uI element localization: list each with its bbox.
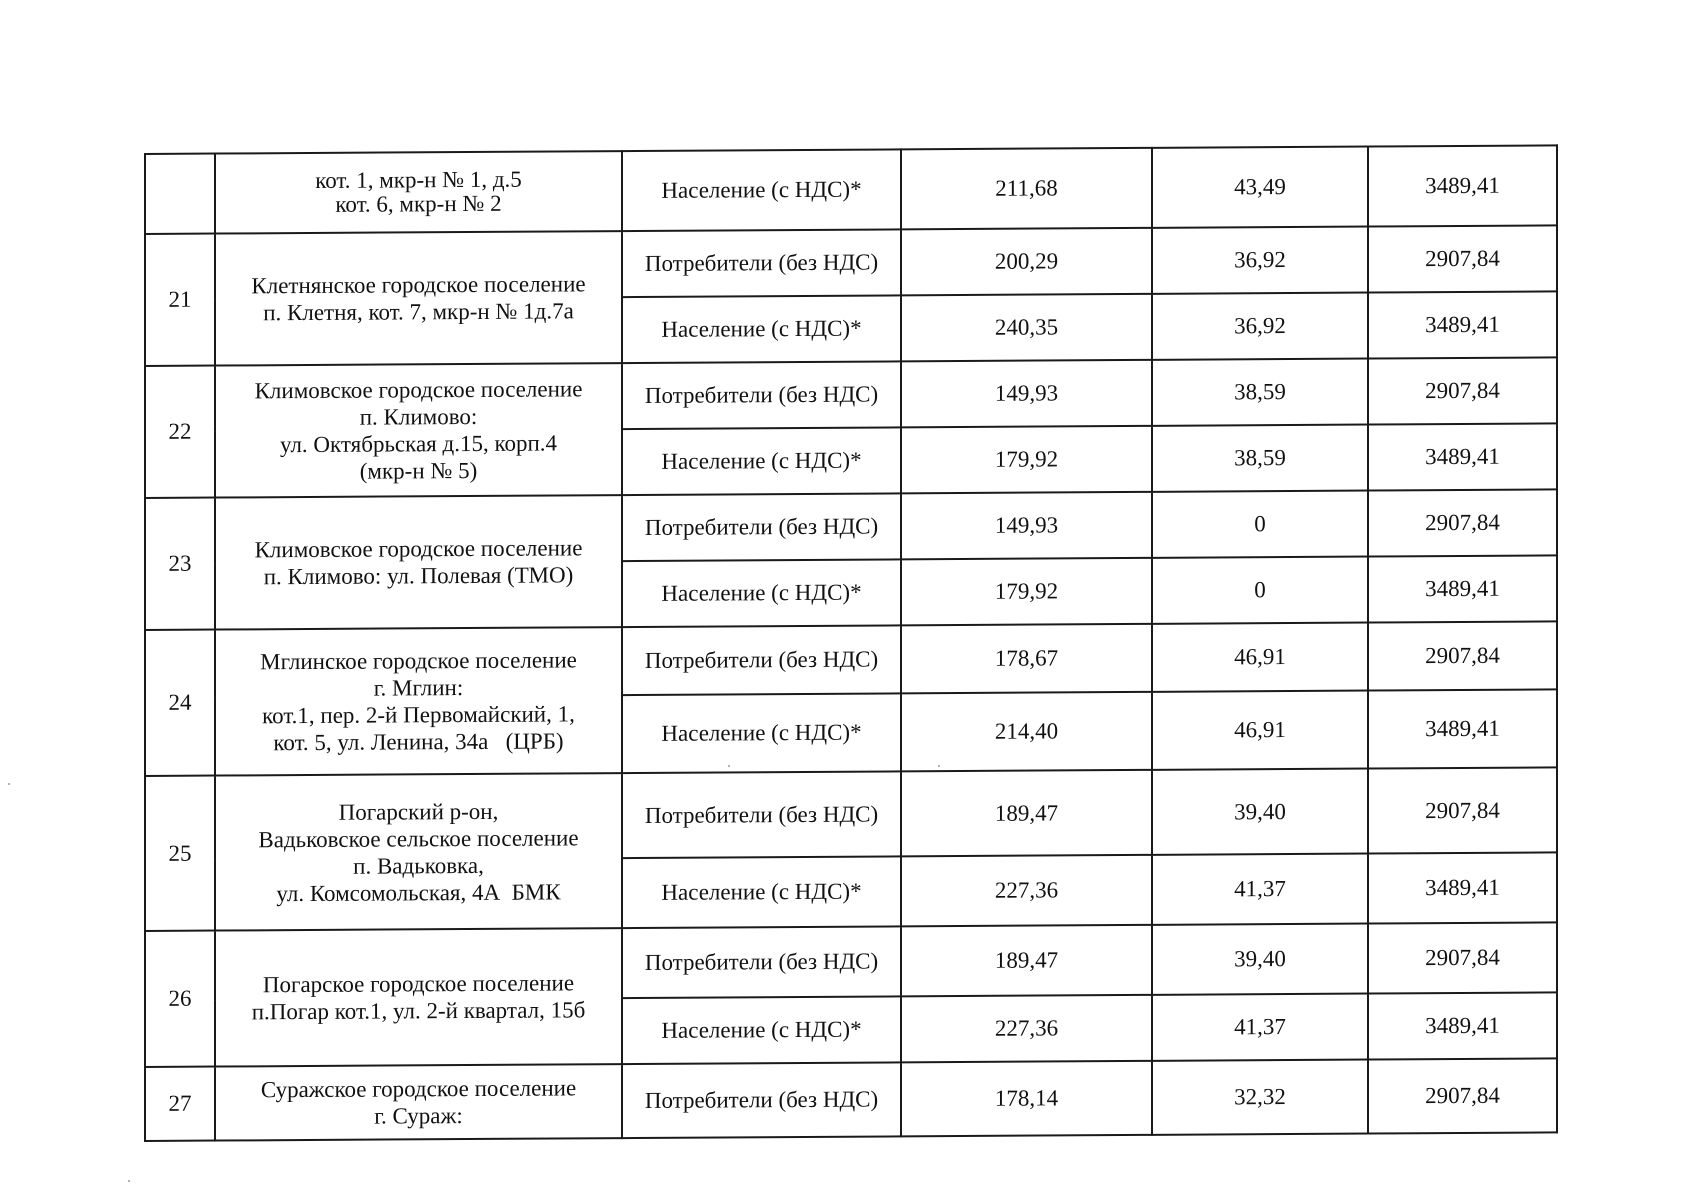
row-number-cell: 24: [145, 630, 215, 776]
value-cell: 3489,41: [1368, 555, 1557, 622]
value-cell: 32,32: [1152, 1060, 1368, 1135]
address-cell: [215, 495, 622, 629]
row-number-cell: 21: [145, 234, 215, 366]
consumer-cell: Население (с НДС)*: [622, 693, 901, 773]
value-cell: 189,47: [901, 925, 1152, 997]
address-line: кот. 5, ул. Ленина, 34а (ЦРБ): [273, 728, 564, 756]
value-cell: 39,40: [1152, 769, 1368, 855]
row-number-cell: 22: [145, 366, 215, 498]
value-cell: 38,59: [1152, 359, 1368, 426]
value-cell: 211,68: [901, 148, 1152, 230]
row-number-cell: 23: [145, 498, 215, 630]
value-cell: 39,40: [1152, 924, 1368, 995]
value-cell: 149,93: [901, 360, 1152, 428]
address-line: г. Сураж:: [374, 1103, 463, 1129]
address-line: Вадьковское сельское поселение: [258, 824, 579, 852]
row-number-cell: [145, 154, 215, 234]
address-cell: [215, 773, 622, 930]
table-row: [145, 922, 1557, 1001]
consumer-cell: Население (с НДС)*: [622, 149, 901, 231]
address-line: п. Климово: ул. Полевая (ТМО): [263, 562, 574, 590]
address-line: п.Погар кот.1, ул. 2-й квартал, 15б: [251, 997, 586, 1025]
address-line: п. Климово:: [359, 403, 478, 430]
value-cell: 46,91: [1152, 623, 1368, 692]
address-line: кот. 1, мкр-н № 1, д.5: [315, 166, 522, 193]
address-line: Мглинское городское поселение: [260, 647, 577, 675]
consumer-cell: Население (с НДС)*: [622, 996, 901, 1064]
table-row: [145, 1058, 1557, 1141]
value-cell: 2907,84: [1368, 489, 1557, 556]
value-cell: 3489,41: [1368, 992, 1557, 1059]
address-line: п. Вадьковка,: [353, 852, 484, 879]
consumer-cell: Потребители (без НДС): [622, 493, 901, 561]
consumer-cell: Потребители (без НДС): [622, 361, 901, 429]
address-cell: [215, 151, 622, 233]
value-cell: 46,91: [1152, 691, 1368, 770]
address-line: Климовское городское поселение: [254, 376, 583, 404]
address-line: Суражское городское поселение: [260, 1075, 577, 1103]
address-line: кот. 6, мкр-н № 2: [335, 190, 502, 217]
address-cell: [215, 928, 622, 1066]
value-cell: 189,47: [901, 770, 1152, 857]
consumer-cell: Население (с НДС)*: [622, 295, 901, 363]
value-cell: 178,14: [901, 1061, 1152, 1137]
address-cell: [215, 1064, 622, 1140]
scan-speck: [938, 765, 940, 767]
scan-speck: [728, 765, 730, 767]
value-cell: 38,59: [1152, 425, 1368, 492]
table-row: [145, 145, 1557, 234]
address-cell: [215, 627, 622, 775]
address-line: (мкр-н № 5): [359, 457, 478, 484]
value-cell: 36,92: [1152, 293, 1368, 360]
value-cell: 3489,41: [1368, 852, 1557, 923]
address-cell: [215, 231, 622, 365]
value-cell: 2907,84: [1368, 357, 1557, 424]
address-line: кот.1, пер. 2-й Первомайский, 1,: [262, 701, 575, 729]
value-cell: 179,92: [901, 426, 1152, 494]
value-cell: 149,93: [901, 492, 1152, 560]
value-cell: 227,36: [901, 995, 1152, 1063]
tariff-table-body: [145, 145, 1557, 1141]
value-cell: 2907,84: [1368, 1058, 1557, 1133]
address-line: ул. Комсомольская, 4А БМК: [276, 878, 561, 906]
consumer-cell: Потребители (без НДС): [622, 229, 901, 297]
value-cell: 2907,84: [1368, 767, 1557, 853]
row-number-cell: 27: [145, 1067, 215, 1141]
value-cell: 227,36: [901, 855, 1152, 927]
value-cell: 0: [1152, 491, 1368, 558]
address-line: Погарское городское поселение: [262, 970, 575, 998]
value-cell: 178,67: [901, 624, 1152, 694]
value-cell: 41,37: [1152, 854, 1368, 925]
value-cell: 2907,84: [1368, 922, 1557, 993]
table-row: [145, 767, 1557, 861]
value-cell: 36,92: [1152, 227, 1368, 294]
value-cell: 43,49: [1152, 147, 1368, 228]
value-cell: 41,37: [1152, 994, 1368, 1061]
consumer-cell: Потребители (без НДС): [622, 926, 901, 998]
address-line: Погарский р-он,: [338, 798, 499, 825]
address-line: г. Мглин:: [373, 675, 464, 701]
consumer-cell: Потребители (без НДС): [622, 1062, 901, 1138]
value-cell: 240,35: [901, 294, 1152, 362]
value-cell: 3489,41: [1368, 145, 1557, 226]
address-cell: [215, 363, 622, 497]
value-cell: 3489,41: [1368, 423, 1557, 490]
value-cell: 2907,84: [1368, 621, 1557, 690]
address-line: Климовское городское поселение: [254, 535, 583, 563]
value-cell: 3489,41: [1368, 689, 1557, 768]
value-cell: 200,29: [901, 228, 1152, 296]
value-cell: 179,92: [901, 558, 1152, 626]
table-row: [145, 357, 1557, 432]
tariff-table: [144, 144, 1558, 1142]
row-number-cell: 25: [145, 776, 215, 931]
consumer-cell: Население (с НДС)*: [622, 856, 901, 928]
value-cell: 214,40: [901, 692, 1152, 772]
scan-speck: [8, 783, 10, 785]
table-row: [145, 489, 1557, 564]
scan-speck: [128, 1180, 130, 1182]
consumer-cell: Население (с НДС)*: [622, 559, 901, 627]
table-row: [145, 621, 1557, 698]
row-number-cell: 26: [145, 931, 215, 1067]
consumer-cell: Потребители (без НДС): [622, 625, 901, 695]
address-line: Клетнянское городское поселение: [251, 271, 586, 299]
value-cell: 0: [1152, 557, 1368, 624]
table-row: [145, 225, 1557, 300]
consumer-cell: Потребители (без НДС): [622, 771, 901, 858]
value-cell: 2907,84: [1368, 225, 1557, 292]
consumer-cell: Население (с НДС)*: [622, 427, 901, 495]
address-line: п. Клетня, кот. 7, мкр-н № 1д.7а: [263, 298, 574, 326]
value-cell: 3489,41: [1368, 291, 1557, 358]
address-line: ул. Октябрьская д.15, корп.4: [279, 430, 558, 458]
